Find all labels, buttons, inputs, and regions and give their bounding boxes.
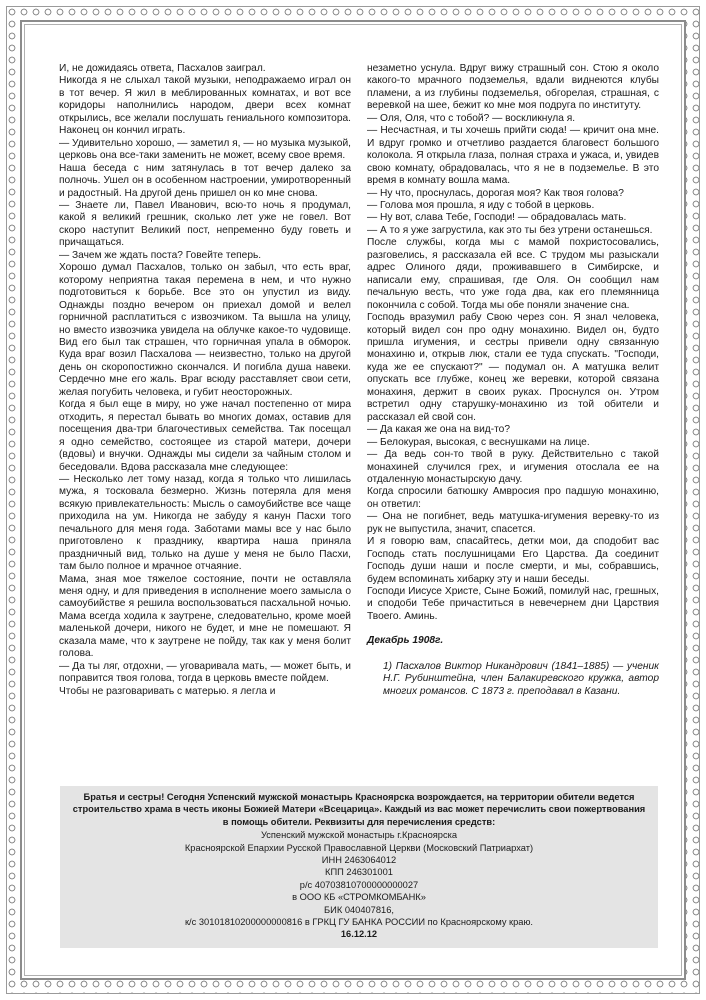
bank-requisites [60,829,658,928]
requisite-line: Красноярской Епархии Русской Православной Церкви (Московский Патриархат) [184,842,534,853]
right-column [367,63,659,785]
right-column-paragraph: незаметно уснула. Вдруг вижу страшный сон. Стою я около какого-то мрачного подземелья, вдали виднеются клубы пламени, а из глубины подземелья, обгорелая, страшная, с веревкой на шее, бежит ко мне моя подруга по институту. [367,63,659,112]
left-column-paragraph: Мама, зная мое тяжелое состояние, почти не оставляла меня одну, и для приведения в исполнение моего замысла о самоубийстве я решила воспользоваться пасхальной ночью. Мама всегда ходила к заутрене, следовательно, кроме моей маленькой дочери, никого не будет, и мне не помешают. Я сказала маме, что к заутрене не пойду, так как у меня болит голова. [59,573,351,660]
right-column-paragraph: — Белокурая, высокая, с веснушками на лице. [367,436,590,448]
left-column-paragraph: И, не дожидаясь ответа, Пасхалов заиграл. [59,63,266,74]
right-column-paragraph: — Она не погибнет, ведь матушка-игумения веревку-то из рук не выпустила, значит, спасется. [367,511,659,535]
requisite-line: к/с 30101810200000000816 в ГРКЦ ГУ БАНКА РОССИИ по Красноярскому краю. [184,917,534,928]
left-column-paragraph: Наша беседа с ним затянулась в тот вечер далеко за полночь. Ушел он в особенном настроении, умиротворенный и радостный. На другой день пришел он ко мне снова. [59,162,351,199]
left-column-paragraph: — Удивительно хорошо, — заметил я, — но музыка музыкой, церковь она все-таки заменить не может, всему свое время. [59,137,351,162]
right-column-paragraph: Господи Иисусе Христе, Сыне Божий, помилуй нас, грешных, и сподоби Тебе причаститься в невечернем дни Царствия Твоего. Аминь. [367,586,659,622]
requisite-line: КПП 246301001 [325,867,393,878]
requisite-line: БИК 040407816, [324,904,394,915]
right-column-paragraph: — Оля, Оля, что с тобой? — воскликнула я. [367,112,576,124]
right-column-paragraph: — Несчастная, и ты хочешь прийти сюда! — кричит она мне. И вдруг громко и отчетливо раздается благовест большого колокола. Я открыла глаза, полная страха и ужаса, и, увидев свою комнату, обрадовалась, что я не в подземелье. В это время в комнату вошла мама. [367,125,659,187]
donation-box [60,786,658,948]
footnote: 1) Пасхалов Виктор Никандрович (1841–1885) — ученик Н.Г. Рубинштейна, член Балакиревского кружка, автор многих романсов. С 1873 г. преподавал в Казани. [383,660,659,697]
right-column-paragraph: — Да какая же она на вид-то? [367,424,510,436]
right-column-paragraph: — Ну вот, слава Тебе, Господи! — обрадовалась мать. [367,212,627,224]
right-column-text [367,63,659,623]
right-column-paragraph: — Да ведь сон-то твой в руку. Действительно с такой монахиней случился грех, и игумения отослала ее на отдаленную монастырскую дачу. [367,449,659,485]
requisite-line: р/с 40703810700000000027 [299,879,419,890]
right-column-paragraph: — А то я уже загрустила, как это ты без утрени останешься. [367,224,653,236]
requisite-line: в ООО КБ «СТРОМКОМБАНК» [292,892,426,903]
left-column-paragraph: — Знаете ли, Павел Иванович, всю-то ночь я продумал, какой я великий грешник, сколько лет уже не говел. Вот скоро наступит Великий пост, непременно буду говеть и причащаться. [59,199,351,249]
right-column-paragraph: — Голова моя прошла, я иду с тобой в церковь. [367,199,595,211]
right-column-paragraph: Когда спросили батюшку Амвросия про падшую монахиню, он ответил: [367,486,659,510]
date-heading: Декабрь 1908г. [367,635,444,647]
donation-appeal: Братья и сестры! Сегодня Успенский мужской монастырь Красноярска возрождается, на территории обители ведется строительство храма в честь иконы Божией Матери «Всецарица». Каждый из вас может перечислить свои пожертвования в помощь обители. Реквизиты для перечисления средств: [72,792,646,827]
issue-date: 16.12.12 [340,929,378,940]
right-column-paragraph: Господь вразумил рабу Свою через сон. Я знал человека, который видел сон про одну монахиню. Видел он, будто пришла игумения, и сестры привели одну связанную монахиню и, открыв люк, стали ее туда спускать. "Господи, куда же ее спускают?" — подумал он. А матушка велит опускать все глубже, конец же веревки, которой связана монахиня, держит в своих руках. Проснулся он. Утром встретил одну старушку-монахиню из той обители и рассказал ей свой сон. [367,312,659,423]
right-column-paragraph: — Ну что, проснулась, дорогая моя? Как твоя голова? [367,187,624,199]
article-body [59,63,659,785]
left-column-paragraph: — Несколько лет тому назад, когда я только что лишилась мужа, я тосковала безмерно. Жизнь потеряла для меня всякую привлекательность: Мысль о самоубийстве все чаще приходила на ум. Никогда не забуду я канун Пасхи того печального для меня года. Заботами мамы все у нас было приготовлено к празднику, квартира наша приняла праздничный вид, только на душе у меня не было Пасхи, там было полное и мрачное отчаяние. [59,473,351,573]
left-column-paragraph: Чтобы не разговаривать с матерью. я легла и [59,685,276,697]
requisite-line: Успенский мужской монастырь г.Красноярска [260,830,458,841]
left-column-paragraph: Хорошо думал Пасхалов, только он забыл, что есть враг, которому неприятна такая перемена в нем, и что нужно подготовиться к борьбе. Все это он упустил из виду. Однажды поздно вечером он приехал домой и велел горничной расплатиться с извозчиком. Та вышла на улицу, но вместо извозчика увидела на облучке какое-то чудовище. Вид его был так страшен, что горничная упала в обморок. Куда враг возил Пасхалова — неизвестно, только на другой день он скоропостижно скончался. И погибла душа навеки. Сердечно мне его жаль. Враг всюду расставляет свои сети, желая погубить человека, и губит неосторожных. [59,262,351,398]
left-column [59,63,351,785]
left-column-paragraph: Никогда я не слыхал такой музыки, неподражаемо играл он в тот вечер. Я жил в меблированных комнатах, и вот все коридоры наполнились народом, двери всех комнат открылись, все желали послушать гениального композитора. Наконец он кончил играть. [59,75,351,137]
left-column-paragraph: — Да ты ляг, отдохни, — уговаривала мать, — может быть, и поправится твоя голова, тогда в церковь вместе пойдем. [59,660,351,685]
right-column-paragraph: После службы, когда мы с мамой похристосовались, разговелись, я рассказала ей все. С трудом мы разыскали адрес Олиного дяди, проживавшего в Симбирске, и написали ему, спрашивая, где Оля. Он сообщил нам печальную весть, что уже года два, как его племянница покончила с собой. Тогда мы обе поняли значение сна. [367,237,659,311]
left-column-paragraph: — Зачем же ждать поста? Говейте теперь. [59,249,262,261]
left-column-paragraph: Когда я был еще в миру, но уже начал постепенно от мира отходить, я перестал бывать во многих домах, оставив для посещения два-три благочестивых семейства. Так посещал я одно семейство, состоящее из старой матери, дочери (вдовы) и внучки. Однажды мы сидели за чайным столом и беседовали. Вдова рассказала мне следующее: [59,399,351,473]
requisite-line: ИНН 2463064012 [321,855,397,866]
right-column-paragraph: И я говорю вам, спасайтесь, детки мои, да сподобит вас Господь стать послушницами Его Царства. Да соединит Господь души наши и после смерти, и мы, собравшись, будем вспоминать хибарку эту и наши беседы. [367,536,659,585]
